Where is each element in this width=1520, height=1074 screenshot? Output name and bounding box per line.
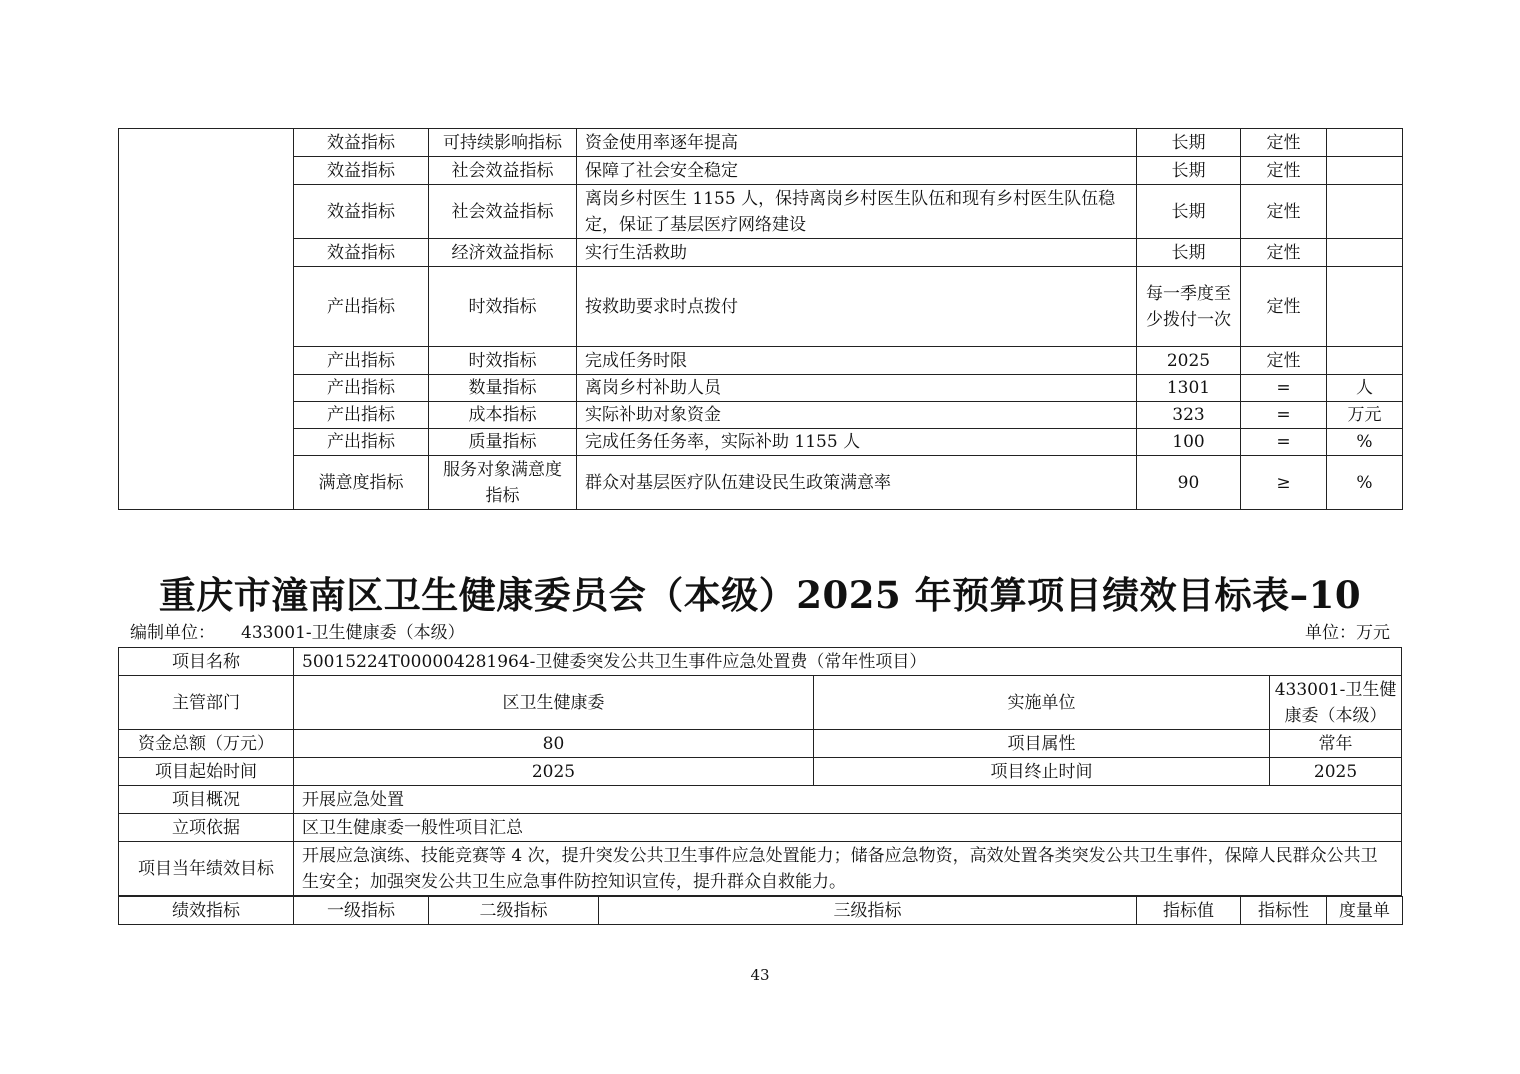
- project-name-value: 50015224T000004281964-卫健委突发公共卫生事件应急处置费（常年性项目）: [294, 648, 1402, 676]
- level2-cell: 经济效益指标: [429, 239, 577, 267]
- end-label: 项目终止时间: [814, 758, 1270, 786]
- value-cell: 长期: [1137, 157, 1241, 185]
- nature-cell: 定性: [1241, 267, 1327, 347]
- start-label: 项目起始时间: [119, 758, 294, 786]
- level3-cell: 资金使用率逐年提高: [577, 129, 1137, 157]
- table-row: [119, 239, 1403, 267]
- level2-cell: 质量指标: [429, 429, 577, 456]
- header-level1: 一级指标: [294, 897, 429, 925]
- unit-cell: [1327, 185, 1403, 239]
- header-value: 指标值: [1137, 897, 1241, 925]
- table-row: [119, 758, 1402, 786]
- level2-cell: 时效指标: [429, 347, 577, 375]
- table-row: [119, 267, 1403, 347]
- level2-cell: 成本指标: [429, 402, 577, 429]
- table-row: [119, 842, 1402, 896]
- value-cell: 323: [1137, 402, 1241, 429]
- project-name-label: 项目名称: [119, 648, 294, 676]
- table-row: [119, 456, 1403, 510]
- table-row: [119, 814, 1402, 842]
- table-row: [119, 786, 1402, 814]
- unit-cell: [1327, 239, 1403, 267]
- nature-cell: 定性: [1241, 239, 1327, 267]
- nature-cell: =: [1241, 429, 1327, 456]
- level3-cell: 群众对基层医疗队伍建设民生政策满意率: [577, 456, 1137, 510]
- level3-cell: 按救助要求时点拨付: [577, 267, 1137, 347]
- nature-cell: 定性: [1241, 157, 1327, 185]
- overview-value: 开展应急处置: [294, 786, 1402, 814]
- table-row: [119, 375, 1403, 402]
- value-cell: 长期: [1137, 185, 1241, 239]
- value-cell: 100: [1137, 429, 1241, 456]
- table-row: [119, 185, 1403, 239]
- header-nature: 指标性: [1241, 897, 1327, 925]
- table-row: [119, 429, 1403, 456]
- level3-cell: 离岗乡村补助人员: [577, 375, 1137, 402]
- goal-label: 项目当年绩效目标: [119, 842, 294, 896]
- level1-cell: 产出指标: [294, 402, 429, 429]
- table-row: [119, 129, 1403, 157]
- unit-cell: 人: [1327, 375, 1403, 402]
- level3-cell: 完成任务时限: [577, 347, 1137, 375]
- header-indicator: 绩效指标: [119, 897, 294, 925]
- table-row: [119, 648, 1402, 676]
- level3-cell: 实行生活救助: [577, 239, 1137, 267]
- level3-cell: 完成任务任务率，实际补助 1155 人: [577, 429, 1137, 456]
- overview-label: 项目概况: [119, 786, 294, 814]
- table-header-row: [119, 897, 1403, 925]
- value-cell: 长期: [1137, 129, 1241, 157]
- table-row: [119, 157, 1403, 185]
- indicator-header-table: [118, 896, 1403, 925]
- header-level2: 二级指标: [429, 897, 599, 925]
- unit-cell: 万元: [1327, 402, 1403, 429]
- nature-cell: 定性: [1241, 347, 1327, 375]
- page-title: 重庆市潼南区卫生健康委员会（本级）2025 年预算项目绩效目标表–10: [158, 573, 1362, 617]
- funds-label: 资金总额（万元）: [119, 730, 294, 758]
- nature-cell: 定性: [1241, 185, 1327, 239]
- compiling-unit-label: 编制单位：: [130, 623, 215, 643]
- attr-label: 项目属性: [814, 730, 1270, 758]
- level1-cell: 效益指标: [294, 239, 429, 267]
- goal-value: 开展应急演练、技能竞赛等 4 次，提升突发公共卫生事件应急处置能力；储备应急物资，高效处置各类突发公共卫生事件，保障人民群众公共卫生安全；加强突发公共卫生应急事件防控知识宣传，提升群众自救能力。: [294, 842, 1402, 896]
- dept-value: 区卫生健康委: [294, 676, 814, 730]
- nature-cell: 定性: [1241, 129, 1327, 157]
- value-cell: 1301: [1137, 375, 1241, 402]
- level1-cell: 产出指标: [294, 375, 429, 402]
- unit-cell: [1327, 347, 1403, 375]
- impl-label: 实施单位: [814, 676, 1270, 730]
- attr-value: 常年: [1270, 730, 1402, 758]
- level1-cell: 产出指标: [294, 267, 429, 347]
- end-value: 2025: [1270, 758, 1402, 786]
- unit-cell: [1327, 129, 1403, 157]
- level3-cell: 保障了社会安全稳定: [577, 157, 1137, 185]
- unit-cell: [1327, 267, 1403, 347]
- project-performance-table: [118, 647, 1402, 896]
- level1-cell: 效益指标: [294, 185, 429, 239]
- basis-value: 区卫生健康委一般性项目汇总: [294, 814, 1402, 842]
- table-row: [119, 402, 1403, 429]
- merged-indicator-cell: [119, 129, 294, 510]
- value-cell: 长期: [1137, 239, 1241, 267]
- header-level3: 三级指标: [599, 897, 1137, 925]
- level2-cell: 服务对象满意度指标: [429, 456, 577, 510]
- level2-cell: 可持续影响指标: [429, 129, 577, 157]
- level2-cell: 社会效益指标: [429, 157, 577, 185]
- unit-cell: [1327, 157, 1403, 185]
- basis-label: 立项依据: [119, 814, 294, 842]
- table-row: [119, 347, 1403, 375]
- nature-cell: ≥: [1241, 456, 1327, 510]
- level2-cell: 社会效益指标: [429, 185, 577, 239]
- indicator-table-continued: [118, 128, 1403, 510]
- level1-cell: 满意度指标: [294, 456, 429, 510]
- compiling-unit: [130, 622, 465, 644]
- level1-cell: 效益指标: [294, 157, 429, 185]
- nature-cell: =: [1241, 375, 1327, 402]
- unit-cell: %: [1327, 429, 1403, 456]
- level3-cell: 实际补助对象资金: [577, 402, 1137, 429]
- dept-label: 主管部门: [119, 676, 294, 730]
- impl-value: 433001-卫生健康委（本级）: [1270, 676, 1402, 730]
- value-cell: 2025: [1137, 347, 1241, 375]
- funds-value: 80: [294, 730, 814, 758]
- table-row: [119, 730, 1402, 758]
- header-unit: 度量单: [1327, 897, 1403, 925]
- level1-cell: 产出指标: [294, 347, 429, 375]
- start-value: 2025: [294, 758, 814, 786]
- value-cell: 每一季度至少拨付一次: [1137, 267, 1241, 347]
- level2-cell: 数量指标: [429, 375, 577, 402]
- level3-cell: 离岗乡村医生 1155 人，保持离岗乡村医生队伍和现有乡村医生队伍稳定，保证了基层医疗网络建设: [577, 185, 1137, 239]
- level1-cell: 效益指标: [294, 129, 429, 157]
- level2-cell: 时效指标: [429, 267, 577, 347]
- level1-cell: 产出指标: [294, 429, 429, 456]
- value-cell: 90: [1137, 456, 1241, 510]
- currency-unit: 单位：万元: [1305, 623, 1390, 643]
- page-number: 43: [750, 966, 770, 984]
- unit-cell: %: [1327, 456, 1403, 510]
- table-row: [119, 676, 1402, 730]
- compiling-unit-value: 433001-卫生健康委（本级）: [241, 623, 465, 643]
- nature-cell: =: [1241, 402, 1327, 429]
